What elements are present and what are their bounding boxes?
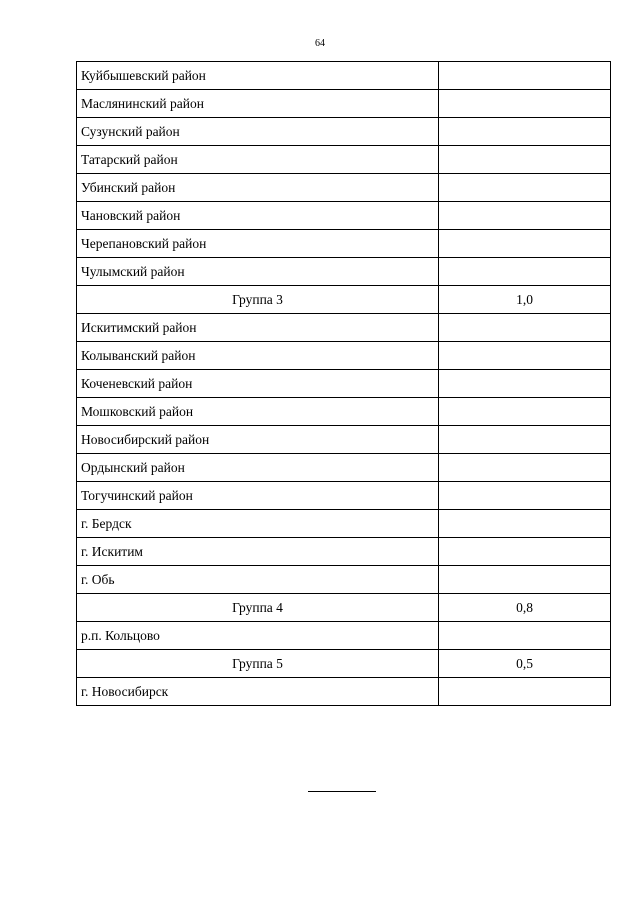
row-name: г. Искитим <box>77 538 439 566</box>
row-value <box>439 482 611 510</box>
table-row <box>77 370 611 398</box>
row-value <box>439 174 611 202</box>
table-row <box>77 342 611 370</box>
group-name: Группа 5 <box>77 650 439 678</box>
row-value <box>439 202 611 230</box>
row-name: Искитимский район <box>77 314 439 342</box>
group-coefficient: 1,0 <box>439 286 611 314</box>
row-name: Мошковский район <box>77 398 439 426</box>
row-value <box>439 398 611 426</box>
row-value <box>439 230 611 258</box>
row-value <box>439 370 611 398</box>
row-value <box>439 62 611 90</box>
row-value <box>439 622 611 650</box>
table-row <box>77 426 611 454</box>
row-name: р.п. Кольцово <box>77 622 439 650</box>
row-value <box>439 258 611 286</box>
group-row <box>77 286 611 314</box>
table-row <box>77 230 611 258</box>
row-name: Маслянинский район <box>77 90 439 118</box>
table-row <box>77 482 611 510</box>
row-name: Тогучинский район <box>77 482 439 510</box>
group-row <box>77 650 611 678</box>
table-row <box>77 258 611 286</box>
footer-divider <box>308 791 376 792</box>
table-row <box>77 454 611 482</box>
row-value <box>439 118 611 146</box>
row-name: Коченевский район <box>77 370 439 398</box>
table-body <box>77 62 611 706</box>
coefficient-table <box>76 61 611 706</box>
table-row <box>77 174 611 202</box>
row-name: Колыванский район <box>77 342 439 370</box>
row-value <box>439 426 611 454</box>
row-name: Убинский район <box>77 174 439 202</box>
table-row <box>77 202 611 230</box>
row-name: Ордынский район <box>77 454 439 482</box>
row-value <box>439 454 611 482</box>
table-row <box>77 538 611 566</box>
row-name: г. Бердск <box>77 510 439 538</box>
row-name: г. Новосибирск <box>77 678 439 706</box>
row-value <box>439 314 611 342</box>
table-row <box>77 118 611 146</box>
row-name: г. Обь <box>77 566 439 594</box>
table-row <box>77 314 611 342</box>
row-value <box>439 90 611 118</box>
table-row <box>77 566 611 594</box>
row-value <box>439 678 611 706</box>
row-name: Чулымский район <box>77 258 439 286</box>
row-name: Куйбышевский район <box>77 62 439 90</box>
group-name: Группа 3 <box>77 286 439 314</box>
page-number: 64 <box>315 38 325 49</box>
table-row <box>77 398 611 426</box>
row-value <box>439 146 611 174</box>
table-row <box>77 62 611 90</box>
row-name: Чановский район <box>77 202 439 230</box>
row-value <box>439 342 611 370</box>
group-coefficient: 0,5 <box>439 650 611 678</box>
row-name: Татарский район <box>77 146 439 174</box>
table-row <box>77 678 611 706</box>
row-name: Сузунский район <box>77 118 439 146</box>
row-name: Черепановский район <box>77 230 439 258</box>
table-row <box>77 90 611 118</box>
group-coefficient: 0,8 <box>439 594 611 622</box>
group-name: Группа 4 <box>77 594 439 622</box>
row-value <box>439 538 611 566</box>
row-name: Новосибирский район <box>77 426 439 454</box>
table-row <box>77 622 611 650</box>
table-row <box>77 510 611 538</box>
table-row <box>77 146 611 174</box>
row-value <box>439 510 611 538</box>
group-row <box>77 594 611 622</box>
row-value <box>439 566 611 594</box>
